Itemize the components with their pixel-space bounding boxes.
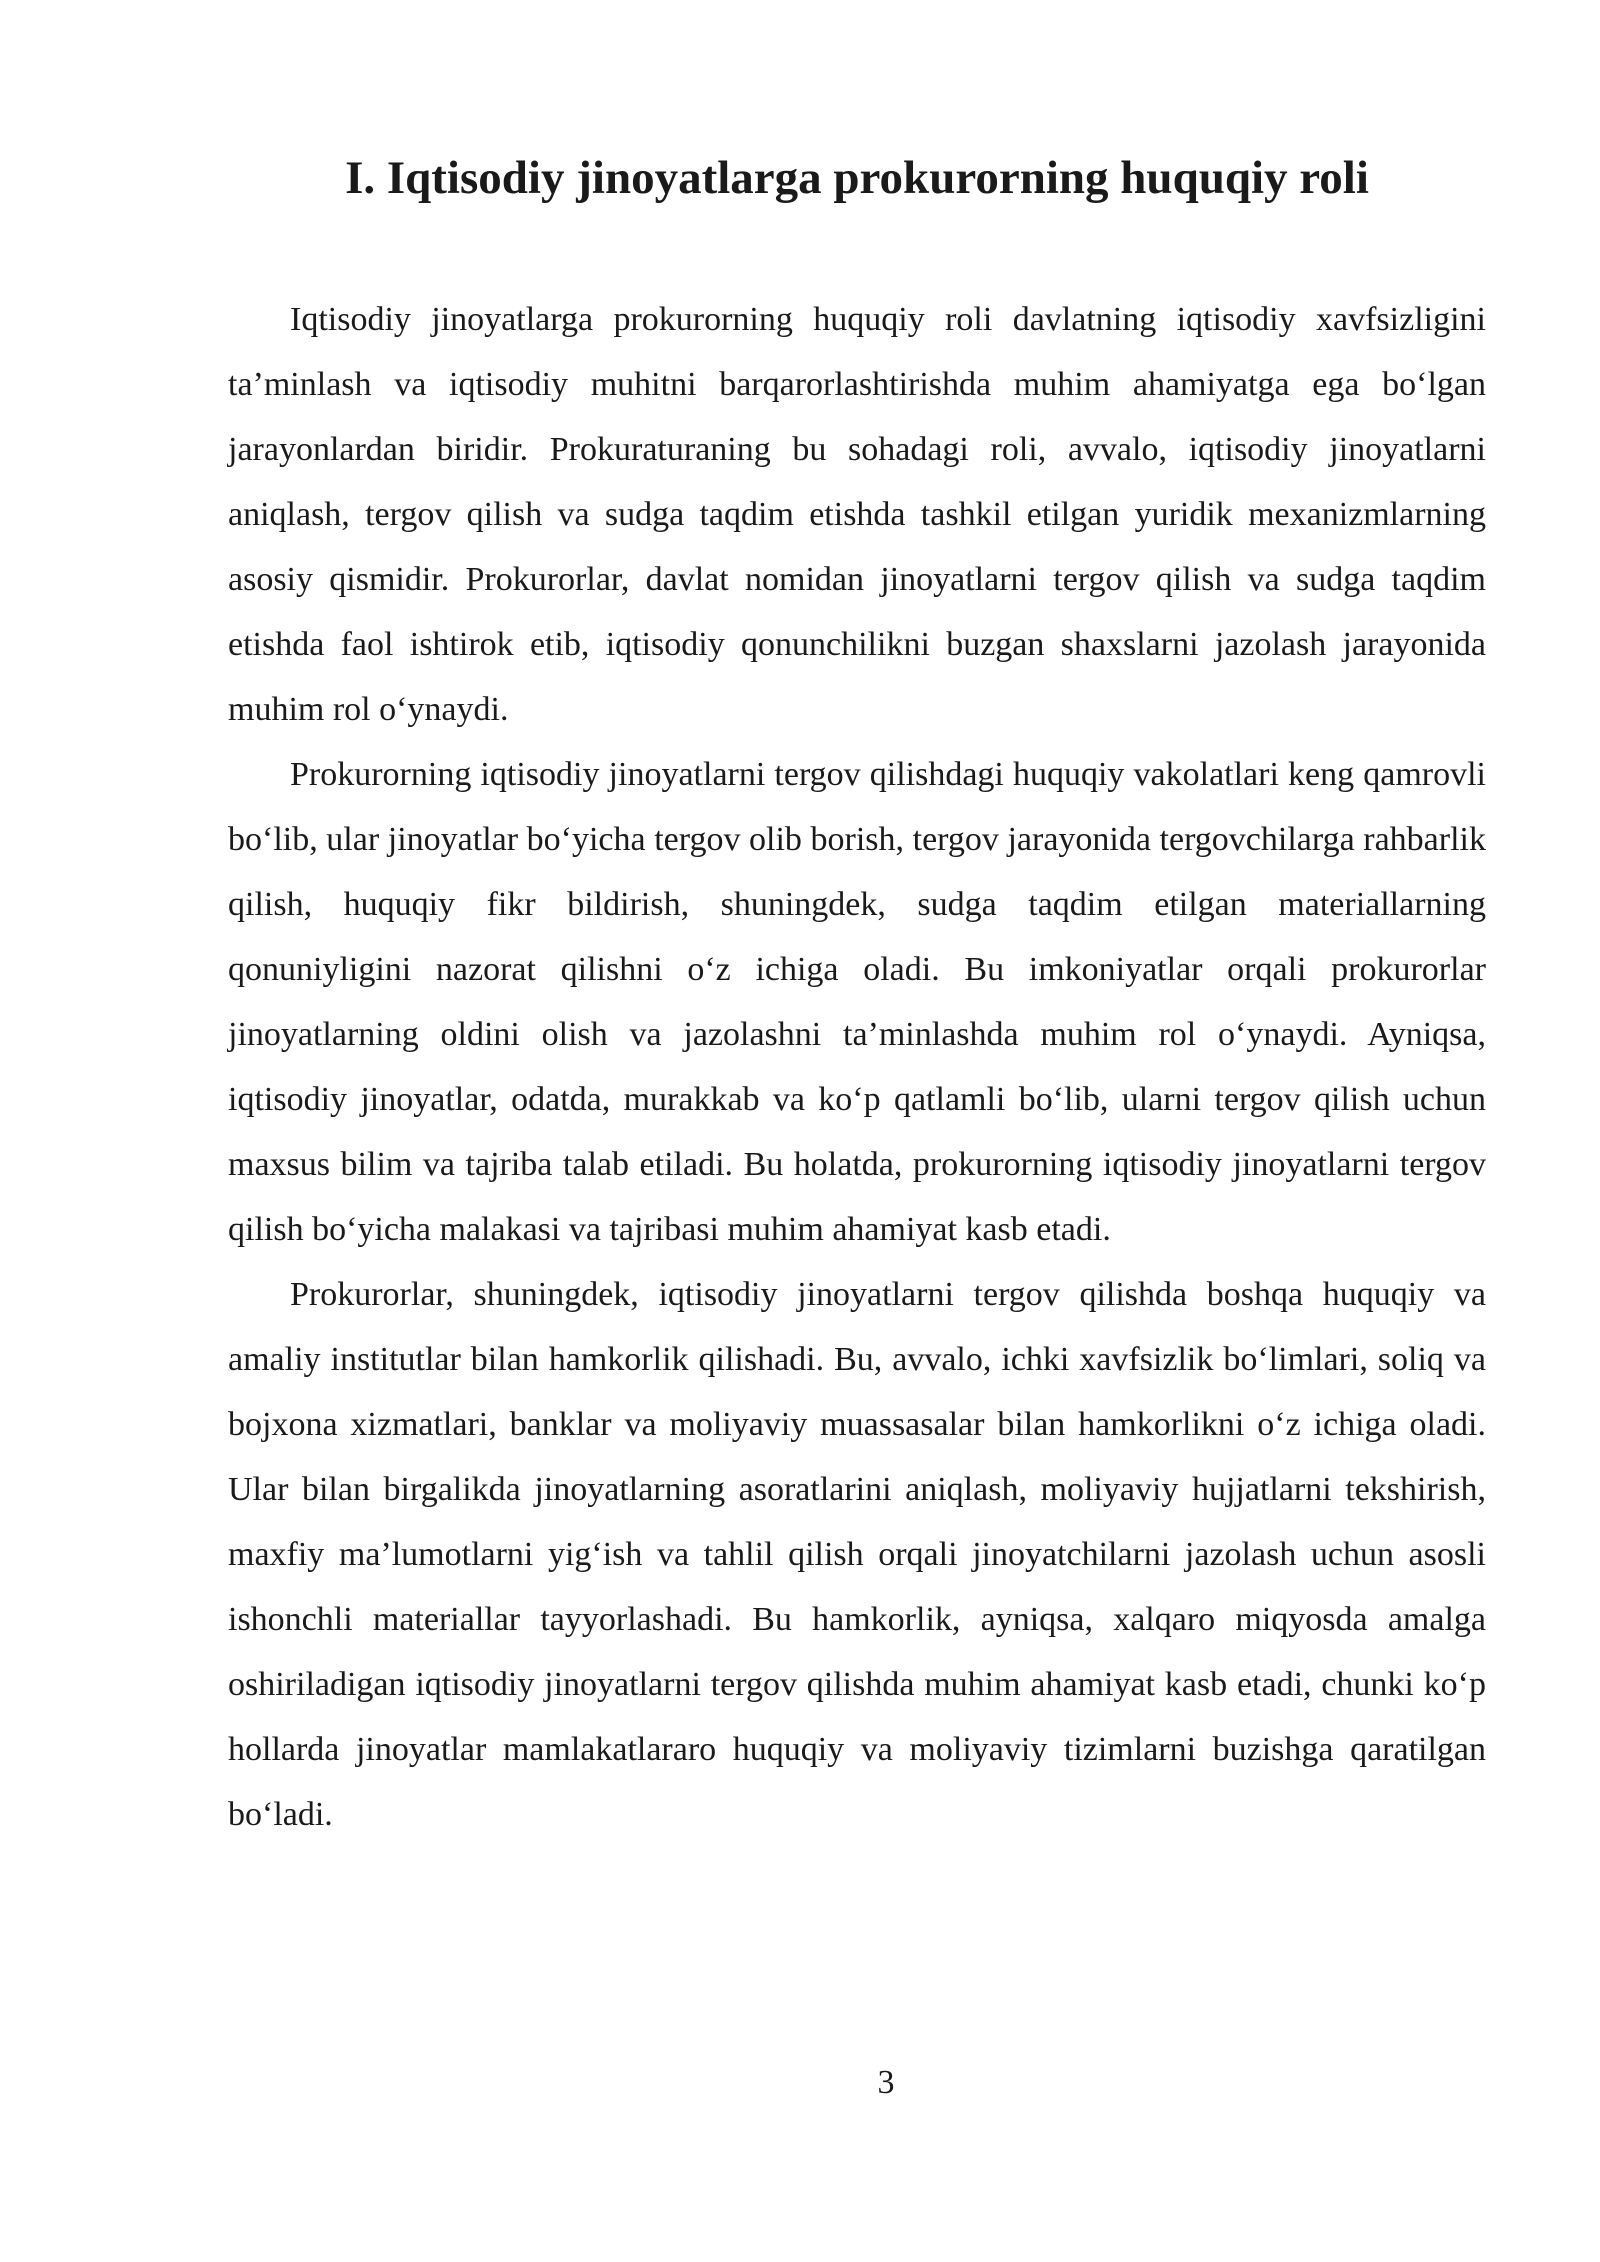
paragraph-3: Prokurorlar, shuningdek, iqtisodiy jinoyatlarni tergov qilishda boshqa huquqiy va amaliy institutlar bilan hamkorlik qilishadi. Bu, avvalo, ichki xavfsizlik bo‘limlari, soliq va bojxona xizmatlari, banklar va moliyaviy muassasalar bilan hamkorlikni o‘z ichiga oladi. Ular bilan birgalikda jinoyatlarning asoratlarini aniqlash, moliyaviy hujjatlarni tekshirish, maxfiy ma’lumotlarni yig‘ish va tahlil qilish orqali jinoyatchilarni jazolash uchun asosli ishonchli materiallar tayyorlashadi. Bu hamkorlik, ayniqsa, xalqaro miqyosda amalga oshiriladigan iqtisodiy jinoyatlarni tergov qilishda muhim ahamiyat kasb etadi, chunki ko‘p hollarda jinoyatlar mamlakatlararo huquqiy va moliyaviy tizimlarni buzishga qaratilgan bo‘ladi.: [228, 1276, 1486, 1833]
paragraph-2: Prokurorning iqtisodiy jinoyatlarni tergov qilishdagi huquqiy vakolatlari keng qamrovli bo‘lib, ular jinoyatlar bo‘yicha tergov olib borish, tergov jarayonida tergovchilarga rahbarlik qilish, huquqiy fikr bildirish, shuningdek, sudga taqdim etilgan materiallarning qonuniyligini nazorat qilishni o‘z ichiga oladi. Bu imkoniyatlar orqali prokurorlar jinoyatlarning oldini olish va jazolashni ta’minlashda muhim rol o‘ynaydi. Ayniqsa, iqtisodiy jinoyatlar, odatda, murakkab va ko‘p qatlamli bo‘lib, ularni tergov qilish uchun maxsus bilim va tajriba talab etiladi. Bu holatda, prokurorning iqtisodiy jinoyatlarni tergov qilish bo‘yicha malakasi va tajribasi muhim ahamiyat kasb etadi.: [228, 756, 1486, 1248]
body-text: [228, 287, 1486, 1847]
page-number: 3: [877, 2064, 895, 2101]
section-title: I. Iqtisodiy jinoyatlarga prokurorning huquqiy roli: [345, 152, 1369, 204]
paragraph-1: Iqtisodiy jinoyatlarga prokurorning huquqiy roli davlatning iqtisodiy xavfsizligini ta’minlash va iqtisodiy muhitni barqarorlashtirishda muhim ahamiyatga ega bo‘lgan jarayonlardan biridir. Prokuraturaning bu sohadagi roli, avvalo, iqtisodiy jinoyatlarni aniqlash, tergov qilish va sudga taqdim etishda tashkil etilgan yuridik mexanizmlarning asosiy qismidir. Prokurorlar, davlat nomidan jinoyatlarni tergov qilish va sudga taqdim etishda faol ishtirok etib, iqtisodiy qonunchilikni buzgan shaxslarni jazolash jarayonida muhim rol o‘ynaydi.: [228, 301, 1486, 728]
